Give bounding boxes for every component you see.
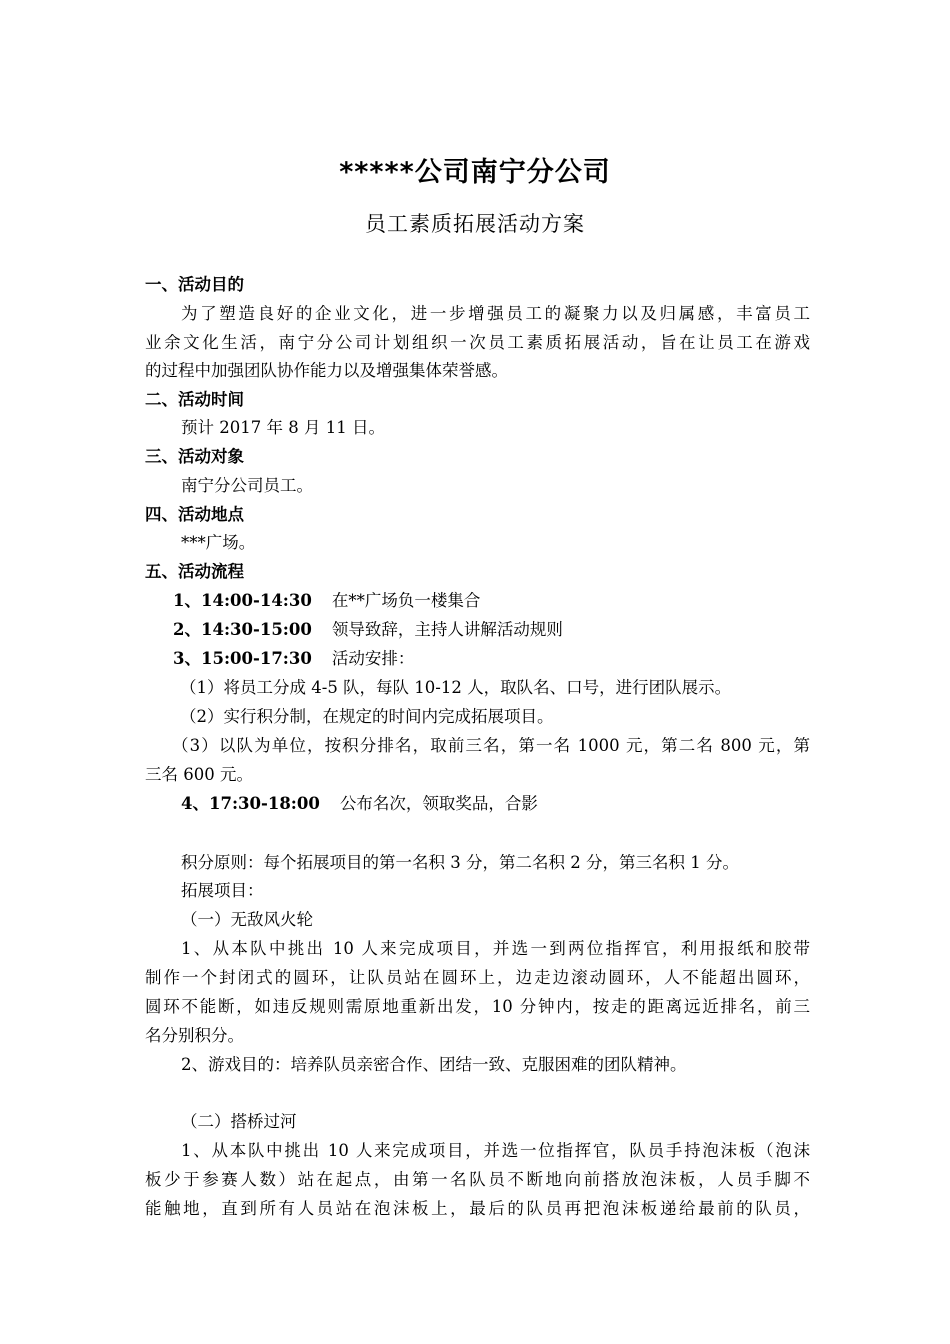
section-heading-participants: 三、活动对象 — [145, 447, 244, 466]
schedule-subitem: （3）以队为单位，按积分排名，取前三名，第一名 1000 元，第二名 800 元，第 — [172, 736, 810, 755]
section-heading-purpose: 一、活动目的 — [145, 275, 244, 294]
schedule-time: 1、14:00-14:30 — [173, 591, 312, 610]
project-title: （一）无敌风火轮 — [181, 910, 313, 929]
section-heading-location: 四、活动地点 — [145, 505, 244, 524]
activity-time-text: 预计 2017 年 8 月 11 日。 — [181, 418, 385, 437]
document-title: *****公司南宁分公司 — [339, 157, 611, 188]
project-paragraph-line: 板少于参赛人数）站在起点，由第一名队员不断地向前搭放泡沫板，人员手脚不 — [145, 1170, 810, 1189]
schedule-subitem-continued: 三名 600 元。 — [145, 765, 253, 784]
project-paragraph-line: 名分别积分。 — [145, 1026, 244, 1045]
document-subtitle: 员工素质拓展活动方案 — [365, 212, 585, 236]
project-paragraph-line: 2、游戏目的：培养队员亲密合作、团结一致、克服困难的团队精神。 — [181, 1055, 687, 1074]
schedule-time: 3、15:00-17:30 — [173, 649, 312, 668]
participants-text: 南宁分公司员工。 — [181, 476, 313, 495]
schedule-desc: 领导致辞，主持人讲解活动规则 — [331, 620, 563, 639]
scoring-principle: 积分原则：每个拓展项目的第一名积 3 分，第二名积 2 分，第三名积 1 分。 — [181, 853, 739, 872]
schedule-time: 2、14:30-15:00 — [173, 620, 312, 639]
section-heading-process: 五、活动流程 — [145, 562, 244, 581]
schedule-subitem: （1）将员工分成 4-5 队，每队 10-12 人，取队名、口号，进行团队展示。 — [180, 678, 732, 697]
project-paragraph-line: 能触地，直到所有人员站在泡沫板上，最后的队员再把泡沫板递给最前的队员， — [145, 1199, 810, 1218]
schedule-item — [173, 586, 838, 615]
purpose-paragraph-line: 为了塑造良好的企业文化，进一步增强员工的凝聚力以及归属感，丰富员工 — [181, 304, 810, 323]
project-paragraph-line: 制作一个封闭式的圆环，让队员站在圆环上，边走边滚动圆环，人不能超出圆环， — [145, 968, 810, 987]
schedule-desc: 公布名次，领取奖品，合影 — [339, 794, 538, 813]
schedule-time: 4、17:30-18:00 — [181, 794, 320, 813]
schedule-desc: 在**广场负一楼集合 — [331, 591, 481, 610]
schedule-item — [173, 615, 838, 644]
project-title: （二）搭桥过河 — [181, 1112, 297, 1131]
schedule-desc: 活动安排： — [331, 649, 415, 668]
project-paragraph-line: 1、从本队中挑出 10 人来完成项目，并选一到两位指挥官，利用报纸和胶带 — [181, 939, 810, 958]
schedule-subitem: （2）实行积分制，在规定的时间内完成拓展项目。 — [180, 707, 554, 726]
project-paragraph-line: 圆环不能断，如违反规则需原地重新出发，10 分钟内，按走的距离远近排名，前三 — [145, 997, 810, 1016]
schedule-item — [173, 644, 838, 673]
purpose-paragraph-line: 业余文化生活，南宁分公司计划组织一次员工素质拓展活动，旨在让员工在游戏 — [145, 333, 810, 352]
projects-label: 拓展项目： — [181, 881, 264, 900]
schedule-item — [181, 789, 846, 818]
purpose-paragraph-line: 的过程中加强团队协作能力以及增强集体荣誉感。 — [145, 361, 508, 380]
section-heading-time: 二、活动时间 — [145, 390, 244, 409]
location-text: ***广场。 — [181, 533, 256, 552]
project-paragraph-line: 1、从本队中挑出 10 人来完成项目，并选一位指挥官，队员手持泡沫板（泡沫 — [181, 1141, 810, 1160]
